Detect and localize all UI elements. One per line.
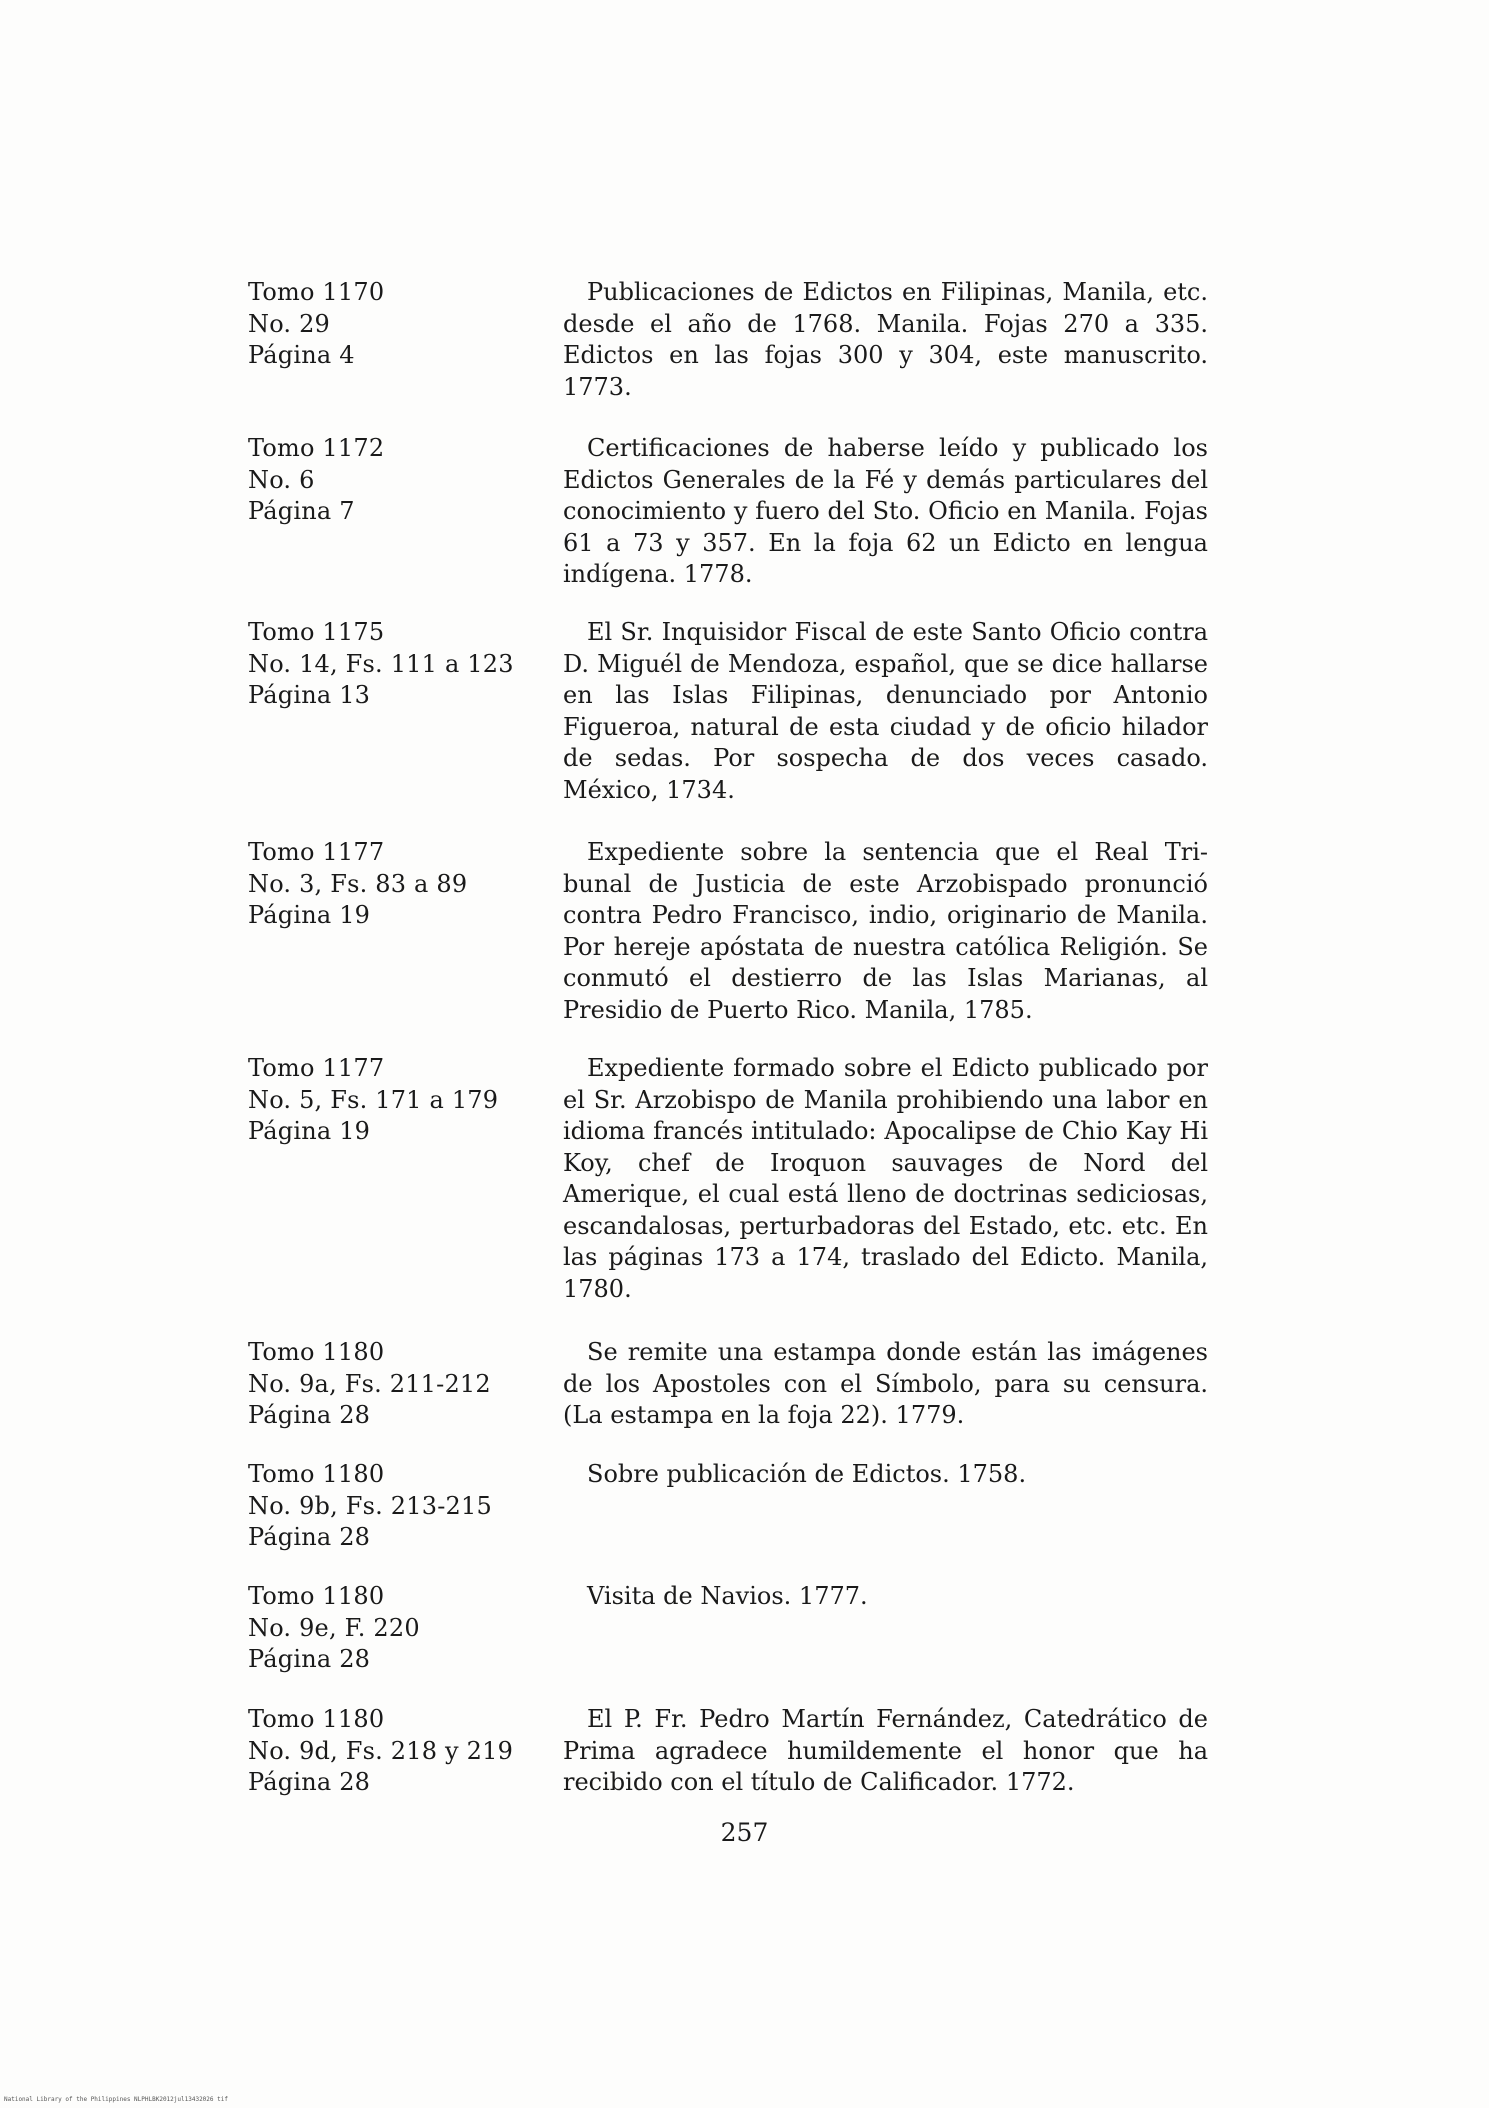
tomo-label: Tomo 1180 [248,1338,385,1366]
number-label: No. 9a, Fs. 211-212 [248,1369,491,1398]
entry-description: El P. Fr. Pedro Martín Fernández, Catedrático de Prima agradece humildemente el honor que ha recibido con el título de Calificador. 1772. [563,1705,1208,1796]
page-label: Página 28 [248,1768,371,1796]
number-label: No. 29 [248,309,331,338]
page-label: Página 7 [248,497,355,525]
number-label: No. 14, Fs. 111 a 123 [248,649,514,678]
number-label: No. 5, Fs. 171 a 179 [248,1085,499,1114]
number-label: No. 9e, F. 220 [248,1613,420,1642]
entry-description: Visita de Navios. 1777. [587,1582,868,1610]
tomo-label: Tomo 1175 [248,618,385,646]
tomo-label: Tomo 1172 [248,434,385,462]
entry-reference [248,837,548,932]
number-label: No. 3, Fs. 83 a 89 [248,869,468,898]
entry-reference [248,277,548,372]
tomo-label: Tomo 1180 [248,1705,385,1733]
page-label: Página 28 [248,1523,371,1551]
entry-reference [248,1581,548,1676]
entry-reference [248,617,548,712]
tomo-label: Tomo 1170 [248,278,385,306]
entry-reference [248,1704,548,1799]
page-number: 257 [720,1818,769,1847]
entry-reference [248,433,548,528]
entry-reference [248,1337,548,1432]
page-label: Página 19 [248,901,371,929]
page-label: Página 28 [248,1645,371,1673]
tomo-label: Tomo 1180 [248,1582,385,1610]
entry-description: Sobre publicación de Edictos. 1758. [587,1460,1027,1488]
entry-description: Publicaciones de Edictos en Filipinas, Manila, etc. desde el año de 1768. Manila. Fojas 270 a 335. Edictos en las fojas 300 y 304, este manuscrito. 1773. [563,278,1208,401]
tomo-label: Tomo 1177 [248,838,385,866]
tomo-label: Tomo 1177 [248,1054,385,1082]
entry-reference [248,1053,548,1148]
entry-description: Expediente formado sobre el Edicto publicado por el Sr. Arzobispo de Manila prohibiendo una labor en idioma francés intitulado: Apocalipse de Chio Kay Hi Koy, chef de Iroquon sauvages de Nord del Amerique, el cual está lleno de doctrinas sediciosas, escandalosas, perturbadoras del Estado, etc. etc. En las páginas 173 a 174, traslado del Edicto. Manila, 1780. [563,1054,1208,1303]
page-label: Página 19 [248,1117,371,1145]
entry-description: Certificaciones de haberse leído y publicado los Edictos Generales de la Fé y demás particulares del conocimiento y fuero del Sto. Oficio en Manila. Fojas 61 a 73 y 357. En la foja 62 un Edicto en lengua indígena. 1778. [563,434,1208,588]
scan-footer-note: National Library of the Philippines NLPHLBK2012jul13432026 tif [4,2096,228,2103]
number-label: No. 9b, Fs. 213-215 [248,1491,492,1520]
entry-description: Se remite una estampa donde están las imágenes de los Apostoles con el Símbolo, para su censura. (La estampa en la foja 22). 1779. [563,1338,1208,1429]
number-label: No. 6 [248,465,315,494]
number-label: No. 9d, Fs. 218 y 219 [248,1736,514,1765]
page-label: Página 13 [248,681,371,709]
page-label: Página 28 [248,1401,371,1429]
entry-reference [248,1459,548,1554]
entry-description: Expediente sobre la sentencia que el Real Tribunal de Justicia de este Arzobispado pronunció contra Pedro Francisco, indio, originario de Manila. Por hereje apóstata de nuestra católica Religión. Se conmutó el destierro de las Islas Marianas, al Presidio de Puerto Rico. Manila, 1785. [563,838,1208,1024]
entry-description: El Sr. Inquisidor Fiscal de este Santo Oficio contra D. Miguél de Mendoza, español, que se dice hallarse en las Islas Filipinas, denunciado por Antonio Figueroa, natural de esta ciudad y de oficio hilador de sedas. Por sospecha de dos veces casado. México, 1734. [563,618,1208,804]
tomo-label: Tomo 1180 [248,1460,385,1488]
page-label: Página 4 [248,341,355,369]
